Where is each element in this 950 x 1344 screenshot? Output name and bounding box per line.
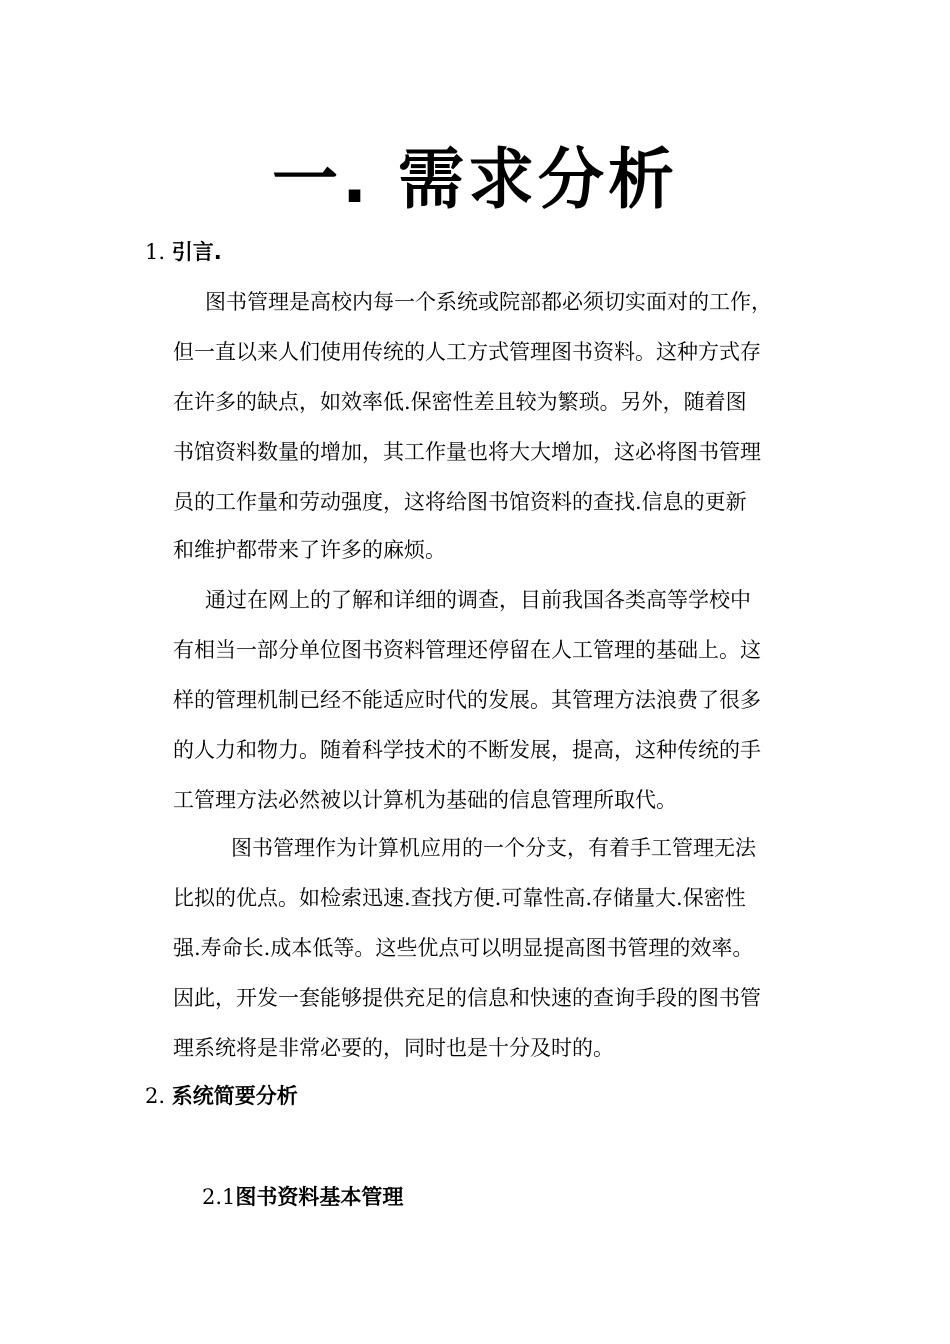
paragraph-line: 工管理方法必然被以计算机为基础的信息管理所取代。 xyxy=(173,788,677,812)
paragraph-line: 比拟的优点。如检索迅速.查找方便.可靠性高.存储量大.保密性 xyxy=(173,886,746,910)
paragraph-line: 有相当一部分单位图书资料管理还停留在人工管理的基础上。这 xyxy=(173,638,761,662)
paragraph-line: 书馆资料数量的增加，其工作量也将大大增加，这必将图书管理 xyxy=(173,440,761,464)
subsection-heading-basic-management xyxy=(202,1182,403,1212)
section-heading-system-analysis xyxy=(145,1081,298,1111)
paragraph-line: 但一直以来人们使用传统的人工方式管理图书资料。这种方式存 xyxy=(173,340,761,364)
section-title: 系统简要分析 xyxy=(171,1084,298,1108)
paragraph-line: 的人力和物力。随着科学技术的不断发展，提高，这种传统的手 xyxy=(173,738,761,762)
paragraph-line: 员的工作量和劳动强度，这将给图书馆资料的查找.信息的更新 xyxy=(173,490,747,514)
section-number: 2. xyxy=(145,1084,166,1108)
paragraph-line: 图书管理作为计算机应用的一个分支，有着手工管理无法 xyxy=(231,836,756,860)
paragraph-line: 通过在网上的了解和详细的调查，目前我国各类高等学校中 xyxy=(205,588,751,612)
paragraph-line: 图书管理是高校内每一个系统或院部都必须切实面对的工作， xyxy=(205,290,772,314)
page-title: 一. 需求分析 xyxy=(271,141,679,218)
section-title: 引言. xyxy=(171,240,222,264)
subsection-number: 2.1 xyxy=(202,1185,236,1209)
paragraph-line: 和维护都带来了许多的麻烦。 xyxy=(173,538,446,562)
paragraph-line: 理系统将是非常必要的，同时也是十分及时的。 xyxy=(173,1036,614,1060)
section-number: 1. xyxy=(145,240,166,264)
section-heading-introduction xyxy=(145,237,222,267)
subsection-title: 图书资料基本管理 xyxy=(235,1185,404,1209)
paragraph-line: 因此，开发一套能够提供充足的信息和快速的查询手段的图书管 xyxy=(173,986,761,1010)
paragraph-line: 样的管理机制已经不能适应时代的发展。其管理方法浪费了很多 xyxy=(173,688,761,712)
paragraph-line: 在许多的缺点，如效率低.保密性差且较为繁琐。另外，随着图 xyxy=(173,390,747,414)
paragraph-line: 强.寿命长.成本低等。这些优点可以明显提高图书管理的效率。 xyxy=(173,936,754,960)
